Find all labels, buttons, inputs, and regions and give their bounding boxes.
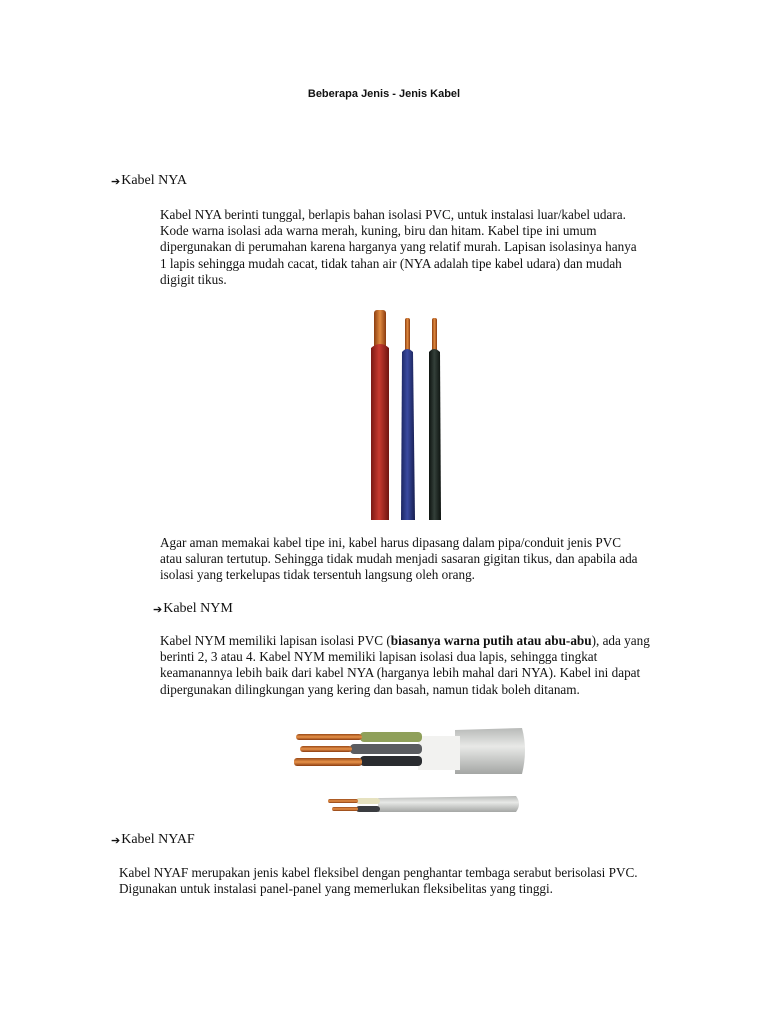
- blue-cable-conductor: [405, 318, 410, 354]
- copper-strand: [294, 758, 362, 766]
- nyaf-description: Kabel NYAF merupakan jenis kabel fleksibel dengan penghantar tembaga serabut berisolasi PVC. Digunakan untuk instalasi panel-panel yang memerlukan fleksibelitas yang tinggi.: [119, 865, 638, 897]
- small-cable-sheath: [378, 796, 519, 812]
- copper-strand: [296, 734, 362, 740]
- nym-description-end: ), ada yang berinti 2, 3 atau 4. Kabel NYM memiliki lapisan isolasi dua lapis, sehingga tingkat keamanannya lebih baik dari kabel NYA (harganya lebih mahal dari NYA). Kabel ini dapat dipergunakan dilingkungan yang kering dan basah, namun tidak boleh ditanam.: [160, 633, 650, 697]
- section-heading-nyaf: [111, 832, 195, 848]
- nym-outer-sheath: [455, 728, 525, 774]
- nya-description: Kabel NYA berinti tunggal, berlapis bahan isolasi PVC, untuk instalasi luar/kabel udara. Kode warna isolasi ada warna merah, kuning, biru dan hitam. Kabel tipe ini umum dipergunakan di perumahan karena harganya yang relatif murah. Lapisan isolasinya hanya 1 lapis sehingga mudah cacat, tidak tahan air (NYA adalah tipe kabel udara) dan mudah digigit tikus.: [160, 207, 637, 287]
- arrow-bullet-icon: ➔: [111, 175, 121, 188]
- black-cable-conductor: [432, 318, 437, 354]
- section-heading-text: Kabel NYA: [121, 173, 187, 188]
- nym-description: [160, 633, 650, 698]
- blue-cable: [401, 349, 415, 520]
- nym-inner-sheath: [418, 736, 460, 770]
- nya-cable-image: [360, 302, 460, 522]
- nym-cable-image: [290, 722, 530, 822]
- small-copper-strand: [328, 799, 358, 803]
- copper-strand: [300, 746, 352, 752]
- small-copper-strand: [332, 807, 358, 811]
- black-cable: [429, 349, 441, 520]
- wire-grey: [350, 744, 422, 754]
- wire-green-yellow: [360, 732, 422, 742]
- nym-description-start: Kabel NYM memiliki lapisan isolasi PVC (: [160, 633, 391, 648]
- nya-usage-note: Agar aman memakai kabel tipe ini, kabel harus dipasang dalam pipa/conduit jenis PVC atau saluran tertutup. Sehingga tidak mudah menjadi sasaran gigitan tikus, dan apabila ada isolasi yang terkelupas tidak tersentuh langsung oleh orang.: [160, 535, 638, 583]
- section-heading-text: Kabel NYM: [163, 601, 233, 616]
- small-wire-light: [356, 798, 380, 804]
- wire-black: [360, 756, 422, 766]
- red-cable: [371, 344, 389, 520]
- document-title: Beberapa Jenis - Jenis Kabel: [307, 88, 461, 100]
- arrow-bullet-icon: ➔: [153, 603, 163, 616]
- arrow-bullet-icon: ➔: [111, 834, 121, 847]
- nym-description-bold: biasanya warna putih atau abu-abu: [390, 633, 592, 648]
- section-heading-text: Kabel NYAF: [121, 832, 195, 847]
- section-heading-nym: [153, 601, 233, 617]
- section-heading-nya: [111, 173, 187, 189]
- small-wire-dark: [356, 806, 380, 812]
